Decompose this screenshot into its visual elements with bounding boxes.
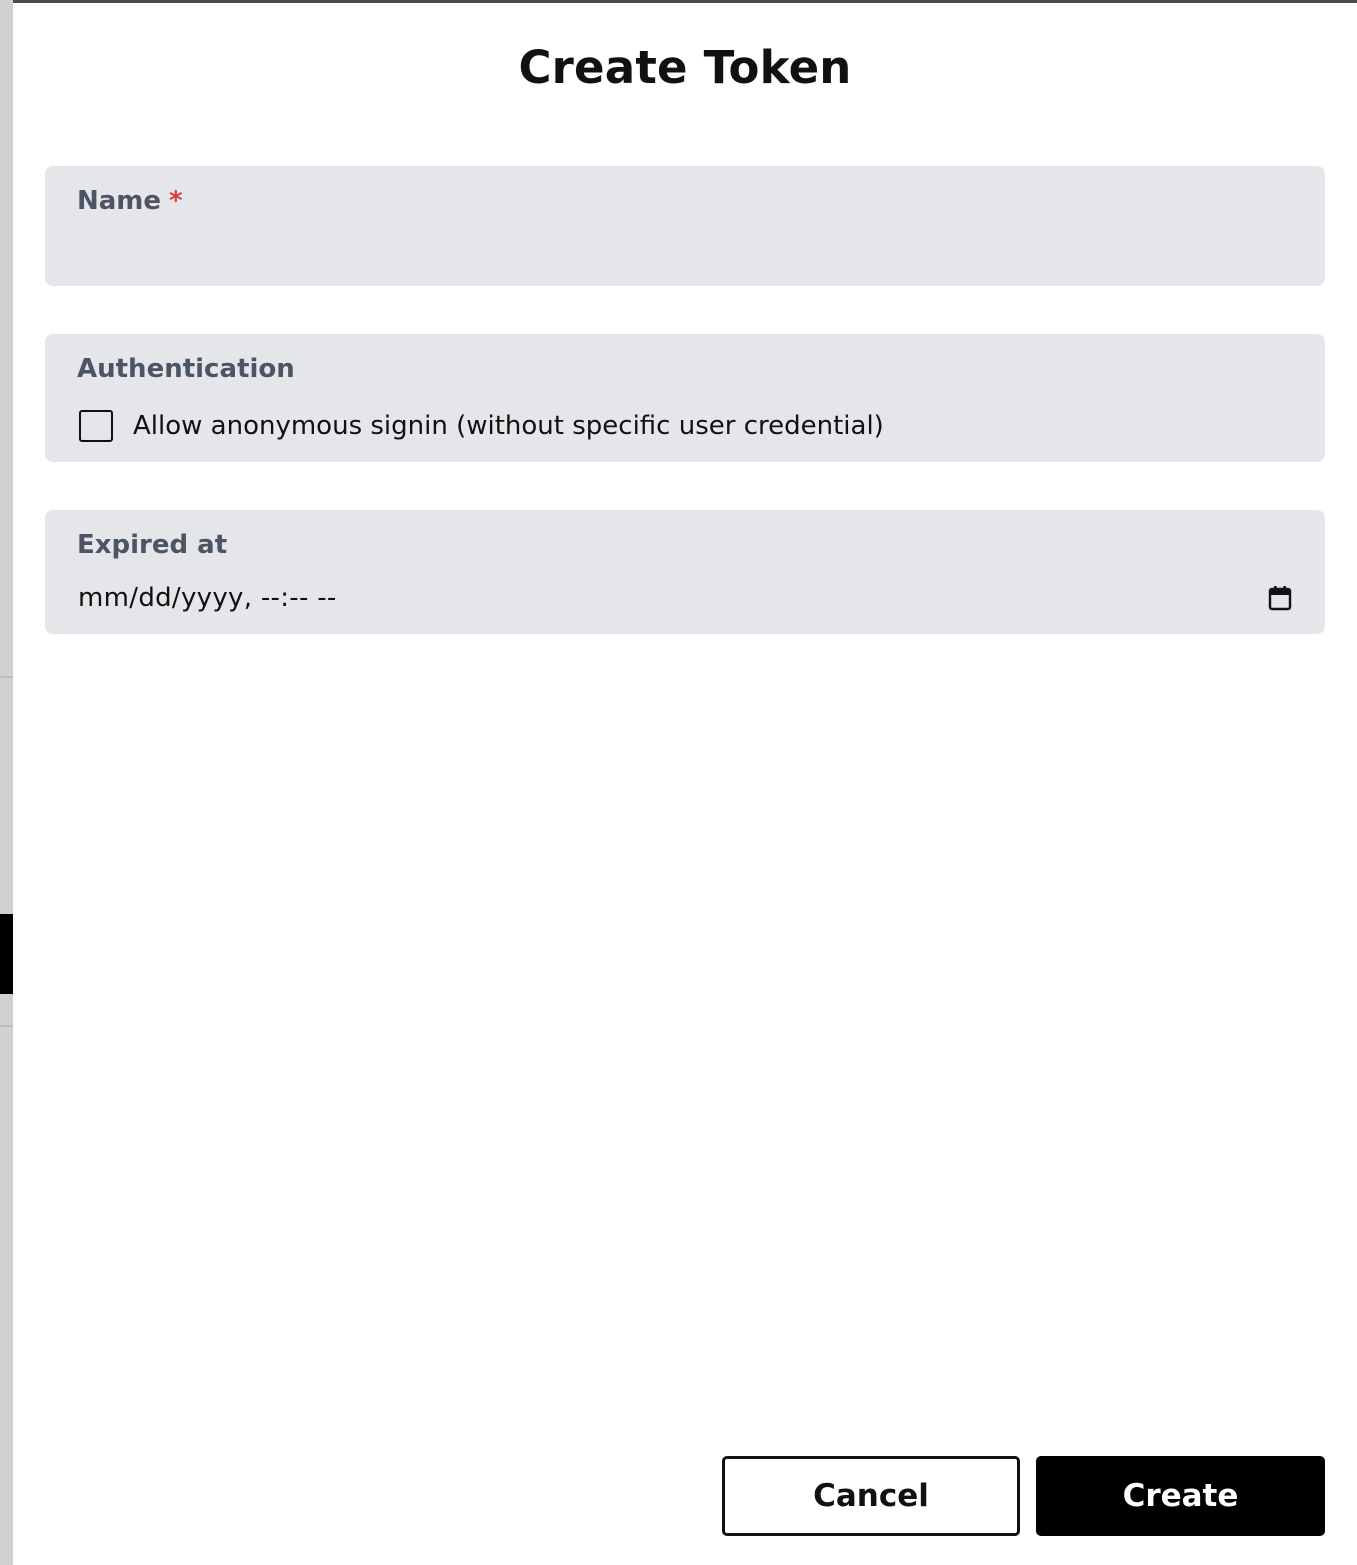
- name-field[interactable]: [45, 166, 1325, 286]
- calendar-icon[interactable]: [1267, 585, 1293, 611]
- authentication-label: Authentication: [77, 354, 295, 384]
- dialog-title: Create Token: [518, 41, 852, 94]
- expired-at-field: [45, 510, 1325, 634]
- authentication-field: [45, 334, 1325, 462]
- background-divider: [0, 1025, 13, 1027]
- create-button[interactable]: Create: [1036, 1456, 1325, 1536]
- name-label-text: Name: [77, 186, 162, 216]
- background-page: [0, 0, 13, 1565]
- expired-at-input[interactable]: [78, 578, 1293, 618]
- name-label: [77, 186, 183, 216]
- anonymous-signin-label[interactable]: Allow anonymous signin (without specific user credential): [133, 411, 884, 441]
- create-token-dialog: [13, 0, 1357, 1565]
- expired-at-label: Expired at: [77, 530, 228, 560]
- date-placeholder[interactable]: mm/dd/yyyy, --:-- --: [78, 583, 337, 613]
- cancel-button[interactable]: Cancel: [722, 1456, 1020, 1536]
- background-button: [0, 914, 13, 994]
- anonymous-signin-checkbox[interactable]: [79, 410, 113, 442]
- background-divider: [0, 676, 13, 678]
- required-marker: *: [169, 186, 183, 216]
- name-input[interactable]: [69, 226, 1301, 274]
- anonymous-signin-option[interactable]: [79, 409, 884, 443]
